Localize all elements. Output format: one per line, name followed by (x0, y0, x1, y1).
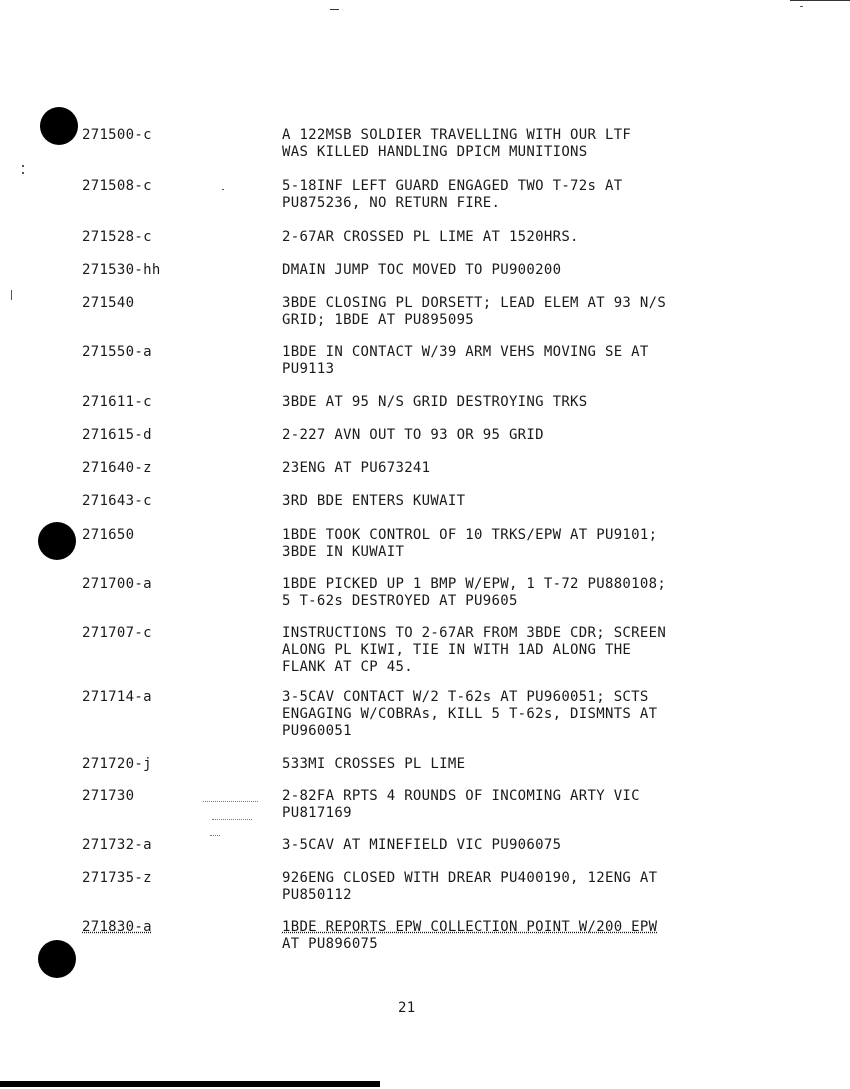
scan-edge-bar (0, 1081, 380, 1087)
entry-timestamp: 271830-a (82, 919, 152, 935)
entry-line: 926ENG CLOSED WITH DREAR PU400190, 12ENG AT (282, 870, 658, 886)
entry-timestamp: 271720-j (82, 756, 152, 772)
entry-text (282, 127, 732, 161)
entry-text (282, 576, 732, 610)
entry-line: 2-67AR CROSSED PL LIME AT 1520HRS. (282, 229, 579, 245)
entry-text (282, 870, 732, 904)
entry-text (282, 527, 732, 561)
entry-line: PU9113 (282, 361, 335, 377)
entry-timestamp: 271640-z (82, 460, 152, 476)
entry-line: 1BDE TOOK CONTROL OF 10 TRKS/EPW AT PU9101; (282, 527, 658, 543)
entry-line: 5 T-62s DESTROYED AT PU9605 (282, 593, 518, 609)
entry-timestamp: 271500-c (82, 127, 152, 143)
entry-line: 533MI CROSSES PL LIME (282, 756, 466, 772)
punch-hole (38, 522, 76, 560)
entry-text (282, 625, 732, 676)
entry-text (282, 460, 732, 477)
entry-line: DMAIN JUMP TOC MOVED TO PU900200 (282, 262, 562, 278)
scan-smudge (203, 800, 258, 802)
entry-text (282, 788, 732, 822)
entry-line: 1BDE REPORTS EPW COLLECTION POINT W/200 EPW (282, 919, 658, 935)
entry-text (282, 262, 732, 279)
entry-line: INSTRUCTIONS TO 2-67AR FROM 3BDE CDR; SCREEN (282, 625, 667, 641)
entry-text (282, 344, 732, 378)
entry-text (282, 295, 732, 329)
entry-timestamp: 271700-a (82, 576, 152, 592)
scan-speck (22, 165, 24, 167)
entry-timestamp: 271611-c (82, 394, 152, 410)
entry-line: PU960051 (282, 723, 352, 739)
entry-timestamp: 271714-a (82, 689, 152, 705)
entry-line: 3BDE CLOSING PL DORSETT; LEAD ELEM AT 93 N/S (282, 295, 667, 311)
entry-timestamp: 271735-z (82, 870, 152, 886)
entry-text (282, 427, 732, 444)
entry-text (282, 229, 732, 246)
scan-speck (800, 6, 803, 7)
entry-timestamp: 271530-hh (82, 262, 161, 278)
entry-text (282, 689, 732, 740)
entry-line: WAS KILLED HANDLING DPICM MUNITIONS (282, 144, 588, 160)
entry-timestamp: 271643-c (82, 493, 152, 509)
entry-text (282, 919, 732, 953)
entry-text (282, 493, 732, 510)
scan-speck (11, 290, 12, 300)
entry-timestamp: 271730 (82, 788, 135, 804)
entry-line: AT PU896075 (282, 936, 379, 952)
entry-line: A 122MSB SOLDIER TRAVELLING WITH OUR LTF (282, 127, 632, 143)
entry-line: PU817169 (282, 805, 352, 821)
scan-mark (790, 0, 850, 1)
entry-line: 2-227 AVN OUT TO 93 OR 95 GRID (282, 427, 544, 443)
scan-mark (330, 9, 339, 10)
entry-line: 3-5CAV CONTACT W/2 T-62s AT PU960051; SCTS (282, 689, 649, 705)
entry-line: 3RD BDE ENTERS KUWAIT (282, 493, 466, 509)
entry-timestamp: 271732-a (82, 837, 152, 853)
entry-timestamp: 271540 (82, 295, 135, 311)
entry-timestamp: 271615-d (82, 427, 152, 443)
punch-hole (40, 107, 78, 145)
entry-line: GRID; 1BDE AT PU895095 (282, 312, 475, 328)
entry-line: 3BDE IN KUWAIT (282, 544, 405, 560)
entry-line: 23ENG AT PU673241 (282, 460, 431, 476)
entry-line: 2-82FA RPTS 4 ROUNDS OF INCOMING ARTY VIC (282, 788, 640, 804)
entry-line: 1BDE PICKED UP 1 BMP W/EPW, 1 T-72 PU880108; (282, 576, 667, 592)
page-number: 21 (398, 1000, 416, 1016)
entry-text (282, 178, 732, 212)
entry-timestamp: 271707-c (82, 625, 152, 641)
entry-timestamp: 271650 (82, 527, 135, 543)
entry-line: 5-18INF LEFT GUARD ENGAGED TWO T-72s AT (282, 178, 623, 194)
entry-line: 1BDE IN CONTACT W/39 ARM VEHS MOVING SE AT (282, 344, 649, 360)
scan-speck (22, 172, 24, 174)
entry-line: ENGAGING W/COBRAs, KILL 5 T-62s, DISMNTS AT (282, 706, 658, 722)
entry-line: FLANK AT CP 45. (282, 659, 413, 675)
scan-speck (222, 189, 224, 190)
scan-smudge (212, 818, 252, 820)
entry-line: 3-5CAV AT MINEFIELD VIC PU906075 (282, 837, 562, 853)
entry-timestamp: 271508-c (82, 178, 152, 194)
entry-text (282, 394, 732, 411)
entry-line: ALONG PL KIWI, TIE IN WITH 1AD ALONG THE (282, 642, 632, 658)
entry-text (282, 756, 732, 773)
entry-text (282, 837, 732, 854)
entry-line: 3BDE AT 95 N/S GRID DESTROYING TRKS (282, 394, 588, 410)
punch-hole (38, 940, 76, 978)
entry-line: PU875236, NO RETURN FIRE. (282, 195, 501, 211)
entry-line: PU850112 (282, 887, 352, 903)
entry-timestamp: 271528-c (82, 229, 152, 245)
scan-smudge (210, 834, 220, 836)
entry-timestamp: 271550-a (82, 344, 152, 360)
